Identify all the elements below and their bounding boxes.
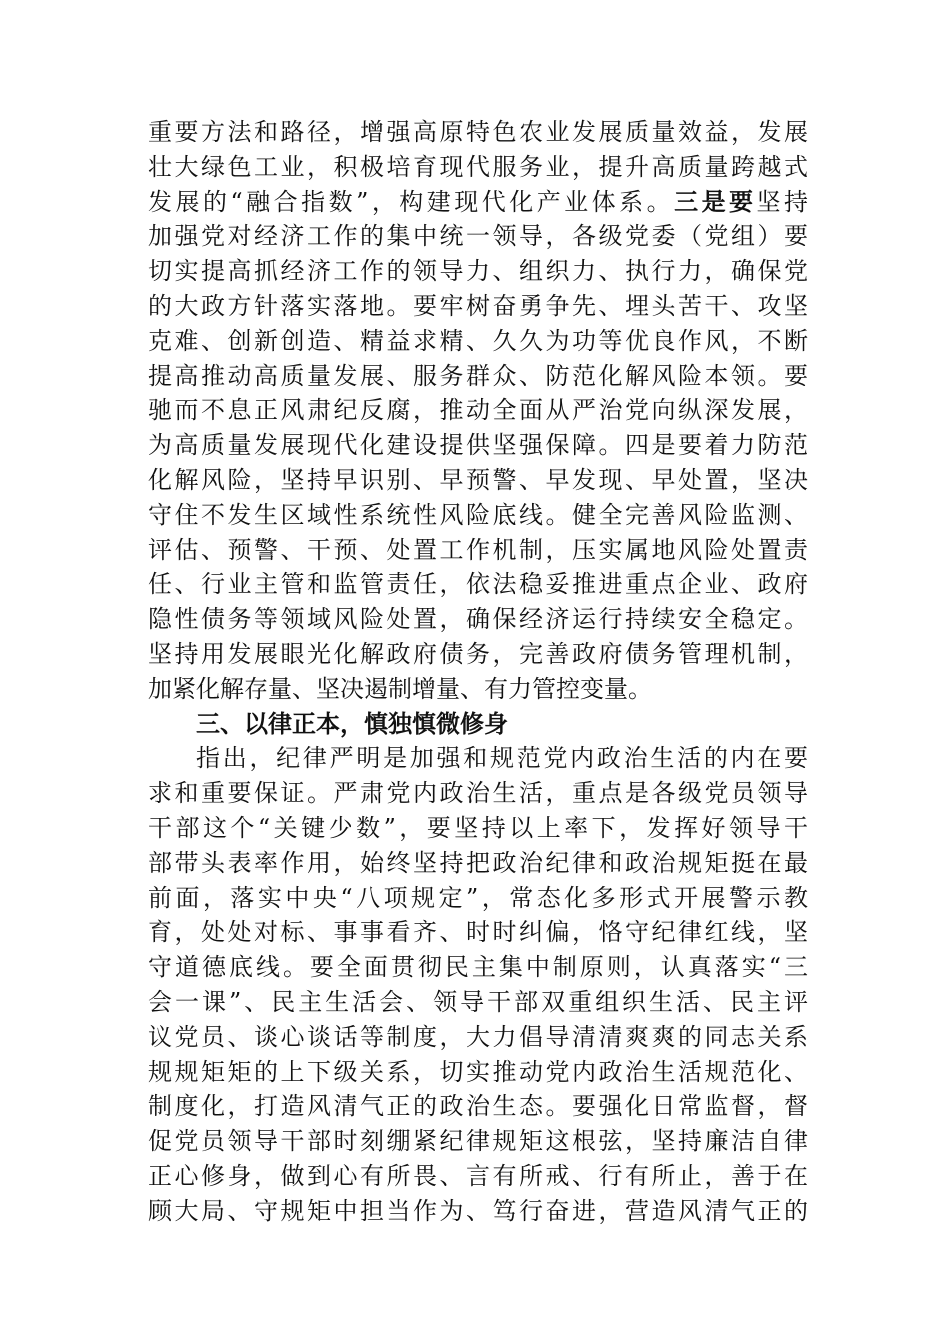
text-line: 育，处处对标、事事看齐、时时纠偏，恪守纪律红线，坚 (148, 918, 808, 947)
text-line: 正心修身，做到心有所畏、言有所戒、行有所止，善于在 (148, 1161, 808, 1190)
text-line: 克难、创新创造、精益求精、久久为功等优良作风，不断 (148, 326, 808, 355)
text-line: 隐性债务等领域风险处置，确保经济运行持续安全稳定。 (148, 605, 808, 634)
text-line: 加强党对经济工作的集中统一领导，各级党委（党组）要 (148, 222, 808, 251)
text-line: 提高推动高质量发展、服务群众、防范化解风险本领。要 (148, 361, 808, 390)
text-segment: 坚持 (756, 187, 808, 216)
text-line: 切实提高抓经济工作的领导力、组织力、执行力，确保党 (148, 257, 808, 286)
section-heading: 三、以律正本，慎独慎微修身 (196, 709, 508, 738)
text-line: 重要方法和路径，增强高原特色农业发展质量效益，发展 (148, 118, 808, 146)
text-line: 促党员领导干部时刻绷紧纪律规矩这根弦，坚持廉洁自律 (148, 1127, 808, 1156)
text-line: 顾大局、守规矩中担当作为、笃行奋进，营造风清气正的 (148, 1196, 808, 1225)
text-line: 评估、预警、干预、处置工作机制，压实属地风险处置责 (148, 535, 808, 564)
text-line: 制度化，打造风清气正的政治生态。要强化日常监督，督 (148, 1092, 808, 1121)
text-line: 任、行业主管和监管责任，依法稳妥推进重点企业、政府 (148, 570, 808, 599)
text-line: 加紧化解存量、坚决遏制增量、有力管控变量。 (148, 674, 652, 703)
text-line: 坚持用发展眼光化解政府债务，完善政府债务管理机制， (148, 639, 808, 668)
text-line: 守道德底线。要全面贯彻民主集中制原则，认真落实“三 (148, 953, 808, 982)
text-line: 为高质量发展现代化建设提供坚强保障。四是要着力防范 (148, 431, 808, 460)
text-line: 规规矩矩的上下级关系，切实推动党内政治生活规范化、 (148, 1057, 808, 1086)
text-line: 部带头表率作用，始终坚持把政治纪律和政治规矩挺在最 (148, 848, 808, 877)
paragraph-discipline (148, 741, 808, 1228)
text-line: 的大政方针落实落地。要牢树奋勇争先、埋头苦干、攻坚 (148, 291, 808, 320)
bold-phrase: 三是要 (674, 187, 757, 216)
text-line: 壮大绿色工业，积极培育现代服务业，提升高质量跨越式 (148, 152, 808, 181)
text-line: 指出，纪律严明是加强和规范党内政治生活的内在要 (196, 744, 808, 773)
text-line: 守住不发生区域性系统性风险底线。健全完善风险监测、 (148, 500, 808, 529)
text-line: 干部这个“关键少数”，要坚持以上率下，发挥好领导干 (148, 813, 808, 842)
document-page (148, 115, 808, 1229)
text-line: 驰而不息正风肃纪反腐，推动全面从严治党向纵深发展， (148, 396, 808, 425)
text-line (148, 185, 808, 220)
text-line: 议党员、谈心谈话等制度，大力倡导清清爽爽的同志关系 (148, 1022, 808, 1051)
text-line: 求和重要保证。严肃党内政治生活，重点是各级党员领导 (148, 779, 808, 808)
paragraph-economy (148, 115, 808, 707)
text-segment: 发展的“融合指数”，构建现代化产业体系。 (148, 187, 675, 216)
text-line: 前面，落实中央“八项规定”，常态化多形式开展警示教 (148, 883, 808, 912)
text-line: 化解风险，坚持早识别、早预警、早发现、早处置，坚决 (148, 465, 808, 494)
text-line: 会一课”、民主生活会、领导干部双重组织生活、民主评 (148, 987, 808, 1016)
